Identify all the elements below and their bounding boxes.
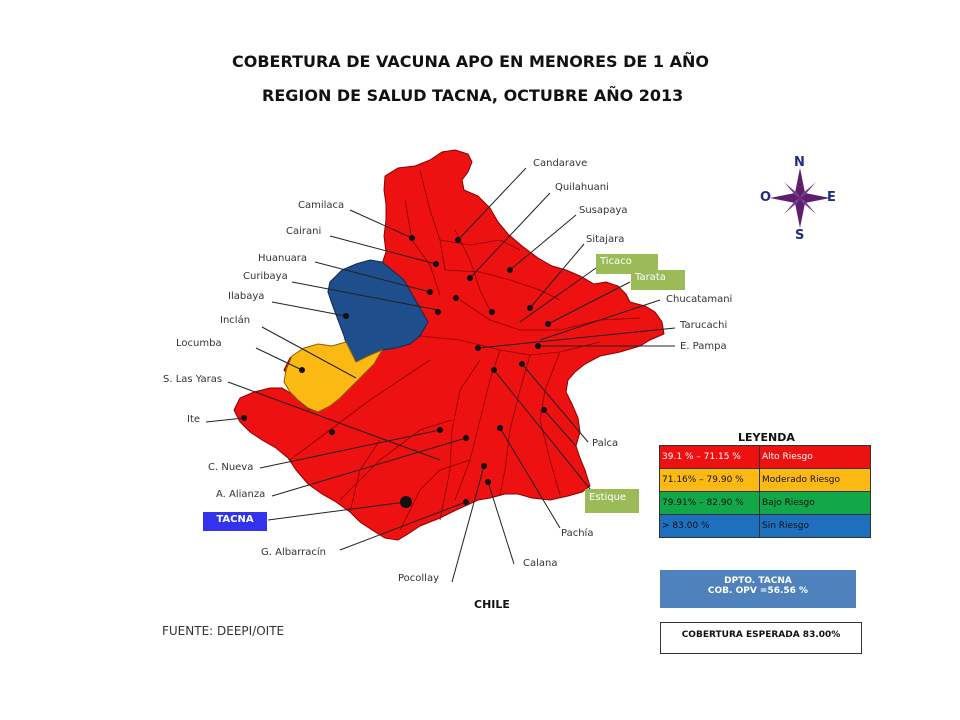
label-camilaca: Camilaca [298, 200, 345, 211]
legend-range: > 83.00 % [660, 515, 760, 538]
label-huanuara: Huanuara [258, 253, 308, 264]
label-tarucachi: Tarucachi [680, 320, 728, 331]
compass-south-label: S [795, 228, 805, 243]
legend-label: Alto Riesgo [760, 446, 871, 469]
label-c-nueva: C. Nueva [208, 462, 254, 473]
label-chucatamani: Chucatamani [666, 294, 733, 305]
label-sitajara: Sitajara [586, 234, 625, 245]
legend-range: 39.1 % – 71.15 % [660, 446, 760, 469]
compass-rose-icon [770, 168, 830, 228]
label-ite: Ite [187, 414, 201, 425]
legend-title: LEYENDA [738, 431, 795, 444]
legend-row-bajo [660, 492, 871, 515]
label-pocollay: Pocollay [398, 573, 440, 584]
label-palca: Palca [592, 438, 619, 449]
map-subtitle: REGION DE SALUD TACNA, OCTUBRE AÑO 2013 [262, 86, 684, 105]
label-s-las-yaras: S. Las Yaras [163, 374, 223, 385]
legend-table [659, 445, 871, 538]
dept-coverage-box [660, 570, 856, 608]
dept-box-line1: DPTO. TACNA [724, 576, 792, 586]
legend-label: Bajo Riesgo [760, 492, 871, 515]
legend-range: 71.16% – 79.90 % [660, 469, 760, 492]
legend-label: Moderado Riesgo [760, 469, 871, 492]
label-g-albarracin: G. Albarracín [261, 547, 326, 558]
label-e-pampa: E. Pampa [680, 341, 727, 352]
label-tacna: TACNA [203, 512, 267, 531]
legend-range: 79.91% – 82.90 % [660, 492, 760, 515]
label-locumba: Locumba [176, 338, 222, 349]
expected-coverage-box: COBERTURA ESPERADA 83.00% [660, 622, 862, 654]
map-title: COBERTURA DE VACUNA APO EN MENORES DE 1 AÑO [232, 52, 710, 71]
label-tarata: Tarata [631, 270, 685, 290]
label-quilahuani: Quilahuani [555, 182, 609, 193]
legend-row-sin [660, 515, 871, 538]
label-susapaya: Susapaya [579, 205, 628, 216]
label-pachia: Pachía [561, 528, 594, 539]
label-estique: Estique [585, 489, 639, 513]
label-cairani: Cairani [286, 226, 322, 237]
legend-label: Sin Riesgo [760, 515, 871, 538]
label-inclan: Inclán [220, 315, 251, 326]
label-curibaya: Curibaya [243, 271, 288, 282]
legend-row-alto [660, 446, 871, 469]
label-ilabaya: Ilabaya [228, 291, 265, 302]
compass-west-label: O [760, 190, 772, 205]
compass-north-label: N [794, 155, 805, 170]
label-ticaco: Ticaco [596, 254, 658, 274]
label-candarave: Candarave [533, 158, 588, 169]
label-chile: CHILE [474, 598, 510, 611]
label-a-alianza: A. Alianza [216, 489, 266, 500]
dept-box-line2: COB. OPV =56.56 % [707, 586, 809, 596]
source-note: FUENTE: DEEPI/OITE [162, 624, 285, 638]
compass-east-label: E [827, 190, 836, 205]
label-calana: Calana [523, 558, 558, 569]
legend-row-moderado [660, 469, 871, 492]
